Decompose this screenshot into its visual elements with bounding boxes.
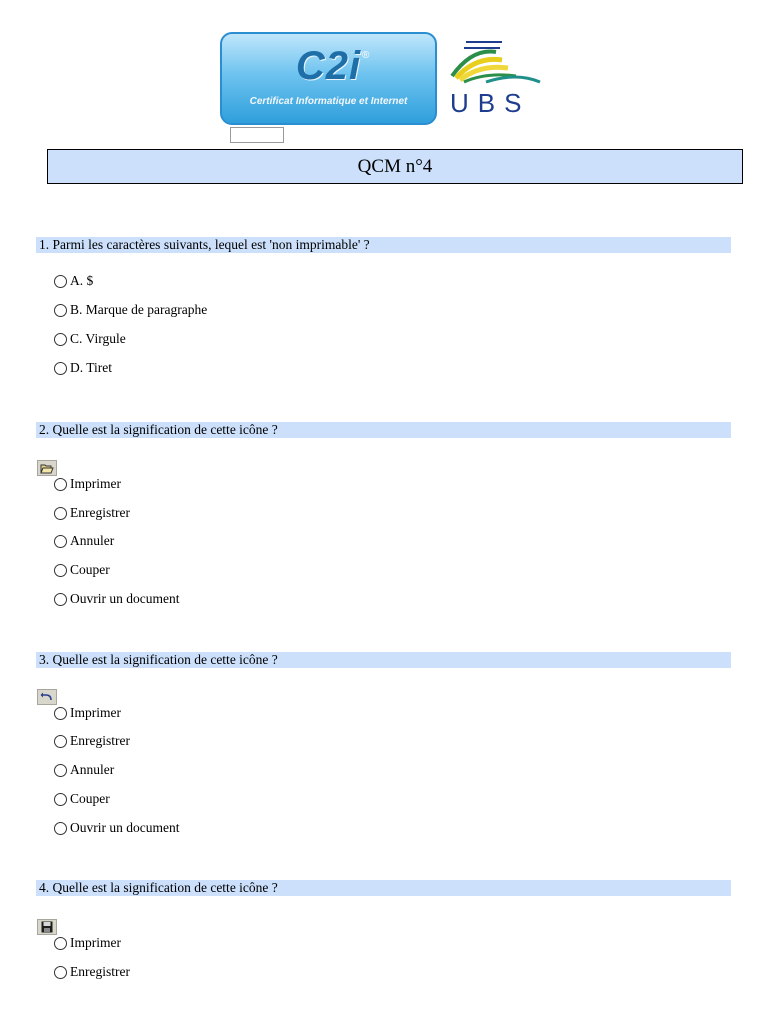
choice-label: Enregistrer: [70, 964, 130, 979]
radio-button[interactable]: [54, 764, 67, 777]
c2i-logo-mark: C2i: [295, 44, 362, 88]
question-4: [36, 880, 731, 896]
choice-c[interactable]: [54, 330, 126, 348]
choice-label: Ouvrir un document: [70, 591, 180, 606]
choice-couper[interactable]: [54, 561, 110, 579]
choice-label: B. Marque de paragraphe: [70, 302, 208, 317]
save-disk-icon: [37, 919, 57, 935]
radio-button[interactable]: [54, 333, 67, 346]
choice-label: A. $: [70, 273, 94, 288]
question-header: 3. Quelle est la signification de cette icône ?: [36, 652, 731, 668]
radio-button[interactable]: [54, 507, 67, 520]
choice-label: Enregistrer: [70, 733, 130, 748]
choice-imprimer[interactable]: [54, 704, 121, 722]
question-header: 4. Quelle est la signification de cette icône ?: [36, 880, 731, 896]
choice-label: Annuler: [70, 762, 115, 777]
choice-ouvrir-un-document[interactable]: [54, 819, 179, 837]
choice-imprimer[interactable]: [54, 934, 121, 952]
c2i-logo: [220, 32, 437, 125]
choice-enregistrer[interactable]: [54, 504, 130, 522]
choice-ouvrir-un-document[interactable]: [54, 590, 179, 608]
choice-annuler[interactable]: [54, 532, 114, 550]
question-header: 1. Parmi les caractères suivants, lequel est 'non imprimable' ?: [36, 237, 731, 253]
undo-icon: [37, 689, 57, 705]
choice-label: Imprimer: [70, 935, 121, 950]
choice-label: Imprimer: [70, 476, 121, 491]
radio-button[interactable]: [54, 593, 67, 606]
radio-button[interactable]: [54, 535, 67, 548]
page-title: QCM n°4: [47, 149, 743, 184]
registered-mark: ®: [362, 50, 370, 61]
logo-caption-box: [230, 127, 284, 143]
question-header: 2. Quelle est la signification de cette icône ?: [36, 422, 731, 438]
question-2: [36, 422, 731, 438]
choice-label: Couper: [70, 562, 110, 577]
question-1: [36, 237, 731, 253]
choice-label: Ouvrir un document: [70, 820, 180, 835]
choice-enregistrer[interactable]: [54, 963, 130, 981]
choice-label: Imprimer: [70, 705, 121, 720]
radio-button[interactable]: [54, 937, 67, 950]
choice-a[interactable]: [54, 272, 93, 290]
choice-label: D. Tiret: [70, 360, 113, 375]
ubs-logo: [446, 38, 546, 120]
choice-b[interactable]: [54, 301, 207, 319]
choice-label: C. Virgule: [70, 331, 126, 346]
choice-annuler[interactable]: [54, 761, 114, 779]
choice-label: Enregistrer: [70, 505, 130, 520]
radio-button[interactable]: [54, 478, 67, 491]
c2i-logo-tagline: Certificat Informatique et Internet: [249, 96, 408, 107]
radio-button[interactable]: [54, 822, 67, 835]
choice-imprimer[interactable]: [54, 475, 121, 493]
radio-button[interactable]: [54, 275, 67, 288]
radio-button[interactable]: [54, 966, 67, 979]
ubs-logo-text: UBS: [450, 88, 531, 118]
choice-enregistrer[interactable]: [54, 732, 130, 750]
ubs-book-icon: [446, 38, 546, 88]
radio-button[interactable]: [54, 362, 67, 375]
choice-d[interactable]: [54, 359, 112, 377]
choice-label: Annuler: [70, 533, 115, 548]
radio-button[interactable]: [54, 793, 67, 806]
radio-button[interactable]: [54, 564, 67, 577]
radio-button[interactable]: [54, 735, 67, 748]
question-3: [36, 652, 731, 668]
radio-button[interactable]: [54, 707, 67, 720]
choice-couper[interactable]: [54, 790, 110, 808]
choice-label: Couper: [70, 791, 110, 806]
open-folder-icon: [37, 460, 57, 476]
radio-button[interactable]: [54, 304, 67, 317]
